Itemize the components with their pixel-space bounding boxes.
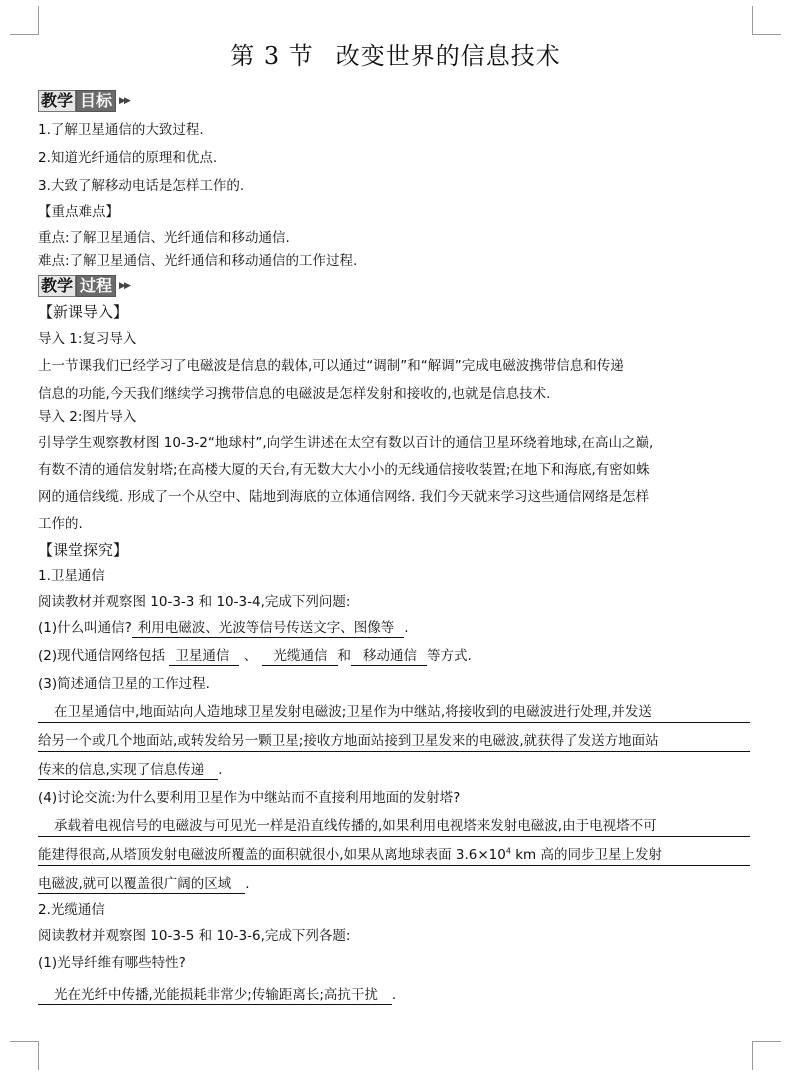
badge-label-highlight: 目标: [76, 90, 116, 112]
objective-item: 2.知道光纤通信的原理和优点.: [38, 150, 218, 166]
answer-blank: [351, 648, 427, 666]
key-point: 重点:了解卫星通信、光纤通信和移动通信.: [38, 230, 290, 246]
intro-2-label: 导入 2:图片导入: [38, 409, 137, 425]
badge-label-main: 教学: [38, 275, 76, 297]
answer-text: 移动通信: [363, 648, 418, 664]
intro-2-text: 引导学生观察教材图 10-3-2“地球村”,向学生讲述在太空有数以百计的通信卫星环绕着地球,在高山之巅,: [38, 435, 654, 451]
separator: 和: [337, 648, 352, 664]
answer-text: 能建得很高,从塔顶发射电磁波所覆盖的面积就很小,如果从离地球表面 3.6×10: [38, 847, 506, 863]
objectives-badge: [38, 90, 750, 112]
answer-text: 光在光纤中传播,光能损耗非常少;传输距离长;高抗干扰: [54, 987, 378, 1003]
fiber-instruction: 阅读教材并观察图 10-3-5 和 10-3-6,完成下列各题:: [38, 928, 351, 944]
intro-2-text: 有数不清的通信发射塔;在高楼大厦的天台,有无数大大小小的无线通信接收装置;在地下和海底,有密如蛛: [38, 462, 650, 478]
sat-answer-3-last: [38, 760, 750, 780]
answer-text: 光缆通信: [273, 648, 328, 664]
new-lesson-heading: 【新课导入】: [38, 303, 129, 321]
sat-answer-4-line: [38, 845, 750, 866]
answer-blank: [262, 648, 338, 666]
intro-1-text: 上一节课我们已经学习了电磁波是信息的载体,可以通过“调制”和“解调”完成电磁波携带信息和传递: [38, 358, 624, 374]
sat-answer-3-line: 给另一个或几个地面站,或转发给另一颗卫星;接收方地面站接到卫星发来的电磁波,就获得了发送方地面站: [38, 731, 750, 752]
fiber-heading: 2.光缆通信: [38, 902, 105, 918]
fiber-answer-1: [38, 985, 750, 1005]
exponent: 4: [505, 846, 511, 856]
intro-2-text: 工作的.: [38, 516, 83, 532]
fiber-question-1: (1)光导纤维有哪些特性?: [38, 955, 186, 971]
answer-text: km 高的同步卫星上发射: [510, 847, 662, 863]
satellite-instruction: 阅读教材并观察图 10-3-3 和 10-3-4,完成下列问题:: [38, 594, 351, 610]
intro-1-text: 信息的功能,今天我们继续学习携带信息的电磁波是怎样发射和接收的,也就是信息技术.: [38, 386, 551, 402]
sat-answer-4-line: 承载着电视信号的电磁波与可见光一样是沿直线传播的,如果利用电视塔来发射电磁波,由于电视塔不可: [38, 816, 750, 837]
answer-text: 电磁波,就可以覆盖很广阔的区域: [38, 876, 232, 892]
answer-blank: [169, 648, 239, 666]
period: .: [404, 620, 409, 636]
sat-question-1: [38, 618, 750, 638]
sat-answer-3-line: 在卫星通信中,地面站向人造地球卫星发射电磁波;卫星作为中继站,将接收到的电磁波进行处理,并发送: [38, 702, 750, 723]
process-badge: [38, 275, 750, 297]
classroom-exploration-heading: 【课堂探究】: [38, 541, 129, 559]
double-arrow-icon: ▶▶: [119, 96, 129, 106]
intro-2-text: 网的通信线缆. 形成了一个从空中、陆地到海底的立体通信网络. 我们今天就来学习这些通信网络是怎样: [38, 489, 650, 505]
corner-mark-bottom-left: [10, 1041, 39, 1070]
section-number: 第 3 节: [230, 42, 314, 70]
answer-text: 利用电磁波、光波等信号传送文字、图像等: [137, 620, 395, 636]
corner-mark-top-right: [752, 6, 781, 35]
period: .: [391, 987, 397, 1003]
document-body: [38, 90, 750, 1005]
answer-blank: [38, 987, 392, 1005]
corner-mark-top-left: [10, 6, 39, 35]
answer-blank: [132, 620, 405, 638]
period: .: [245, 876, 250, 892]
corner-mark-bottom-right: [752, 1041, 781, 1070]
section-name: 改变世界的信息技术: [335, 42, 561, 70]
intro-1-label: 导入 1:复习导入: [38, 331, 137, 347]
answer-text: 传来的信息,实现了信息传递: [38, 762, 205, 778]
sat-answer-4-last: [38, 874, 750, 894]
badge-label-highlight: 过程: [76, 275, 116, 297]
page-title: [0, 36, 791, 71]
objective-item: 1.了解卫星通信的大致过程.: [38, 122, 204, 138]
answer-blank: [38, 876, 245, 894]
period: .: [218, 762, 223, 778]
double-arrow-icon: ▶▶: [119, 281, 129, 291]
key-difficulty-heading: 【重点难点】: [38, 204, 119, 220]
answer-blank: [38, 762, 218, 780]
sat-question-2: [38, 646, 750, 666]
satellite-heading: 1.卫星通信: [38, 568, 105, 584]
answer-text: 卫星通信: [175, 648, 230, 664]
difficult-point: 难点:了解卫星通信、光纤通信和移动通信的工作过程.: [38, 253, 358, 269]
separator: 、: [243, 648, 258, 664]
question-suffix: 等方式.: [427, 648, 472, 664]
sat-question-3: (3)简述通信卫星的工作过程.: [38, 676, 210, 692]
badge-label-main: 教学: [38, 90, 76, 112]
question-prefix: (2)现代通信网络包括: [38, 648, 166, 664]
sat-question-4: (4)讨论交流:为什么要利用卫星作为中继站而不直接利用地面的发射塔?: [38, 790, 461, 806]
question-prefix: (1)什么叫通信?: [38, 620, 132, 636]
objective-item: 3.大致了解移动电话是怎样工作的.: [38, 178, 245, 194]
